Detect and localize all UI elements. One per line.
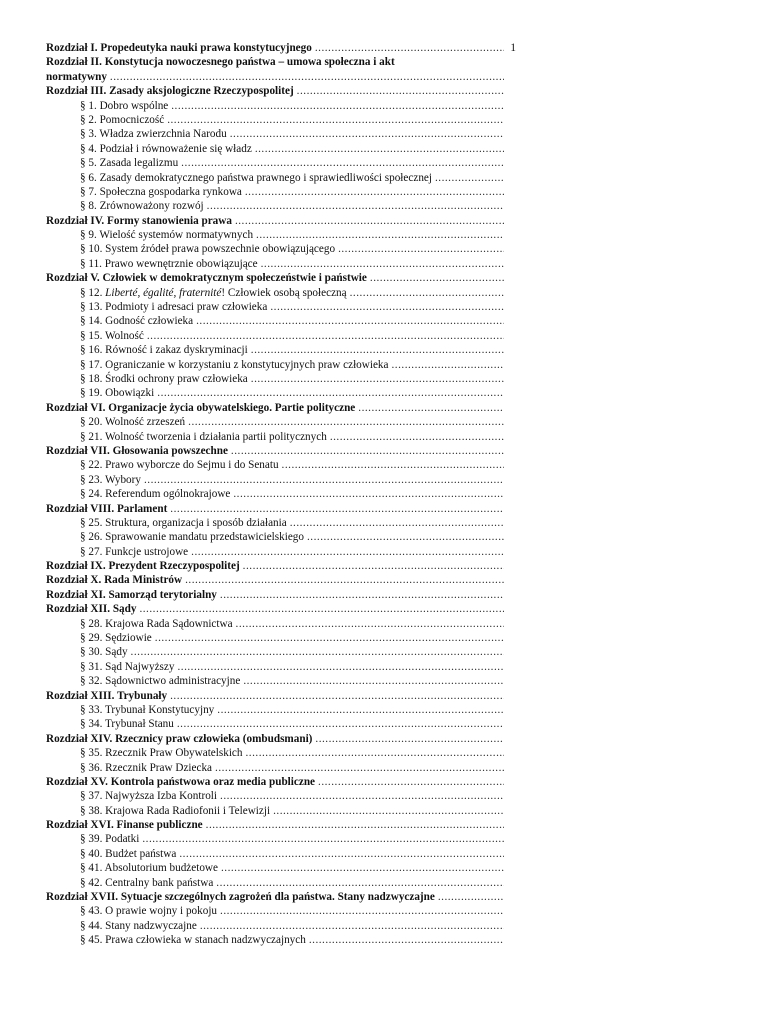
section-title — [80, 415, 185, 429]
dot-leader — [307, 530, 504, 544]
chapter-title — [46, 890, 435, 904]
section-title — [80, 228, 253, 242]
toc-section-entry — [46, 314, 516, 328]
toc-section-entry — [46, 415, 516, 429]
section-title — [80, 789, 217, 803]
entry-label-text: § 3. Władza zwierzchnia Narodu — [80, 128, 227, 141]
toc-section-entry — [46, 156, 516, 170]
toc-section-entry — [46, 228, 516, 242]
dot-leader — [256, 228, 504, 242]
toc-section-entry — [46, 919, 516, 933]
section-title — [80, 876, 213, 890]
toc-chapter-entry — [46, 502, 516, 516]
chapter-title — [46, 401, 355, 415]
entry-label-text: § 38. Krajowa Rada Radiofonii i Telewizji — [80, 804, 271, 817]
entry-label-text: § 24. Referendum ogólnokrajowe — [80, 488, 231, 501]
section-title — [80, 314, 193, 328]
entry-label-text: § 9. Wielość systemów normatywnych — [80, 229, 254, 242]
dot-leader — [220, 904, 504, 918]
toc-section-entry — [46, 861, 516, 875]
entry-label-text: § 30. Sądy — [80, 646, 128, 659]
toc-section-entry — [46, 804, 516, 818]
page-number: 1 — [510, 42, 516, 54]
entry-label-text: § 18. Środki ochrony praw człowieka — [80, 372, 248, 385]
entry-label-rest: ! Człowiek osobą społeczną — [221, 286, 347, 299]
section-title — [80, 933, 306, 947]
dot-leader — [273, 804, 504, 818]
entry-label-text: § 25. Struktura, organizacja i sposób działania — [80, 516, 287, 529]
dot-leader — [435, 171, 504, 185]
entry-label-text: § 34. Trybunał Stanu — [80, 718, 174, 731]
toc-chapter-entry — [46, 41, 516, 55]
entry-label-text: Rozdział V. Człowiek w demokratycznym społeczeństwie i państwie — [46, 272, 367, 285]
entry-label-text: § 39. Podatki — [80, 833, 140, 846]
toc-chapter-entry — [46, 689, 516, 703]
toc-section-entry — [46, 746, 516, 760]
section-title — [80, 142, 252, 156]
entry-label-text: Rozdział IV. Formy stanowienia prawa — [46, 214, 232, 227]
dot-leader — [179, 847, 504, 861]
entry-label-text: § 17. Ograniczanie w korzystaniu z konstytucyjnych praw człowieka — [80, 358, 389, 371]
entry-label-text: § 12. — [80, 286, 106, 299]
dot-leader — [350, 286, 504, 300]
toc-section-entry — [46, 142, 516, 156]
section-title — [80, 746, 243, 760]
toc-section-entry — [46, 631, 516, 645]
toc-chapter-entry — [46, 55, 516, 69]
toc-section-entry — [46, 473, 516, 487]
dot-leader — [235, 214, 504, 228]
dot-leader — [236, 617, 504, 631]
dot-leader — [147, 329, 504, 343]
dot-leader — [217, 703, 504, 717]
toc-section-entry — [46, 257, 516, 271]
toc-section-entry — [46, 761, 516, 775]
entry-label-text: § 20. Wolność zrzeszeń — [80, 416, 186, 429]
dot-leader — [330, 430, 504, 444]
toc-chapter-entry — [46, 401, 516, 415]
dot-leader — [282, 458, 504, 472]
dot-leader — [157, 386, 504, 400]
section-title — [80, 473, 141, 487]
entry-label-text: § 6. Zasady demokratycznego państwa prawnego i sprawiedliwości społecznej — [80, 171, 432, 184]
chapter-title — [46, 271, 367, 285]
entry-label-text: Rozdział XVII. Sytuacje szczególnych zagrożeń dla państwa. Stany nadzwyczajne — [46, 891, 435, 904]
section-title — [80, 113, 164, 127]
chapter-title — [46, 214, 232, 228]
dot-leader — [220, 789, 504, 803]
toc-section-entry — [46, 300, 516, 314]
entry-label-text: § 37. Najwyższa Izba Kontroli — [80, 790, 218, 803]
toc-section-entry — [46, 99, 516, 113]
toc-section-entry — [46, 876, 516, 890]
entry-label-text: § 35. Rzecznik Praw Obywatelskich — [80, 747, 243, 760]
entry-label-text: § 26. Sprawowanie mandatu przedstawicielskiego — [80, 531, 304, 544]
toc-section-entry — [46, 329, 516, 343]
toc-chapter-entry — [46, 271, 516, 285]
dot-leader — [338, 242, 504, 256]
entry-label-text: § 27. Funkcje ustrojowe — [80, 545, 189, 558]
dot-leader — [246, 746, 505, 760]
toc-section-entry — [46, 343, 516, 357]
dot-leader — [231, 444, 504, 458]
dot-leader — [230, 127, 504, 141]
section-title — [80, 617, 233, 631]
toc-chapter-entry — [46, 818, 516, 832]
section-title — [80, 358, 389, 372]
dot-leader — [170, 502, 504, 516]
entry-label-italic: Liberté, égalité, fraternité — [105, 286, 222, 299]
dot-leader — [181, 156, 504, 170]
entry-label-text: § 45. Prawa człowieka w stanach nadzwyczajnych — [80, 934, 306, 947]
toc-chapter-entry — [46, 444, 516, 458]
toc-section-entry — [46, 674, 516, 688]
section-title — [80, 761, 212, 775]
chapter-title — [46, 573, 182, 587]
entry-label-text: § 15. Wolność — [80, 329, 144, 342]
dot-leader — [191, 545, 504, 559]
dot-leader — [251, 372, 504, 386]
dot-leader — [170, 689, 504, 703]
chapter-title — [46, 559, 240, 573]
dot-leader — [270, 300, 504, 314]
toc-section-entry — [46, 717, 516, 731]
dot-leader — [206, 818, 504, 832]
dot-leader — [243, 559, 504, 573]
dot-leader — [233, 487, 504, 501]
entry-label-text: § 43. O prawie wojny i pokoju — [80, 905, 218, 918]
dot-leader — [438, 890, 504, 904]
section-title — [80, 904, 217, 918]
section-title — [80, 660, 174, 674]
dot-leader — [167, 113, 504, 127]
chapter-title — [46, 84, 294, 98]
dot-leader — [370, 271, 504, 285]
toc-section-entry — [46, 458, 516, 472]
table-of-contents — [46, 41, 516, 948]
dot-leader — [261, 257, 504, 271]
dot-leader — [131, 645, 504, 659]
dot-leader — [207, 199, 504, 213]
dot-leader — [243, 674, 504, 688]
dot-leader — [171, 99, 504, 113]
chapter-title — [46, 775, 315, 789]
chapter-title — [46, 732, 312, 746]
dot-leader — [216, 876, 504, 890]
toc-chapter-entry — [46, 214, 516, 228]
dot-leader — [142, 832, 504, 846]
entry-label-text: Rozdział XVI. Finanse publiczne — [46, 819, 203, 832]
entry-label-text: Rozdział VIII. Parlament — [46, 502, 168, 515]
toc-section-entry — [46, 904, 516, 918]
section-title — [80, 631, 152, 645]
entry-label-text: § 16. Równość i zakaz dyskryminacji — [80, 344, 248, 357]
section-title — [80, 458, 279, 472]
dot-leader — [255, 142, 504, 156]
entry-label-text: § 11. Prawo wewnętrznie obowiązujące — [80, 257, 258, 270]
chapter-title — [46, 818, 203, 832]
entry-label-text: Rozdział I. Propedeutyka nauki prawa konstytucyjnego — [46, 42, 312, 54]
toc-section-entry — [46, 199, 516, 213]
toc-section-entry — [46, 703, 516, 717]
toc-section-entry — [46, 617, 516, 631]
section-title — [80, 386, 154, 400]
section-title — [80, 329, 144, 343]
entry-label-text: § 32. Sądownictwo administracyjne — [80, 675, 241, 688]
section-title — [80, 257, 258, 271]
chapter-title — [46, 41, 312, 55]
chapter-title — [46, 602, 136, 616]
entry-label-text: § 22. Prawo wyborcze do Sejmu i do Senatu — [80, 459, 279, 472]
dot-leader — [144, 473, 504, 487]
toc-section-entry — [46, 545, 516, 559]
toc-chapter-entry — [46, 573, 516, 587]
toc-section-entry — [46, 789, 516, 803]
entry-label-text: § 28. Krajowa Rada Sądownictwa — [80, 617, 233, 630]
entry-label-text: Rozdział XIII. Trybunały — [46, 689, 168, 702]
toc-section-entry — [46, 516, 516, 530]
entry-label-text: § 13. Podmioty i adresaci praw człowieka — [80, 301, 268, 314]
toc-section-entry — [46, 660, 516, 674]
dot-leader — [245, 185, 504, 199]
toc-section-entry — [46, 530, 516, 544]
entry-label-text: Rozdział X. Rada Ministrów — [46, 574, 183, 587]
entry-label-text: Rozdział III. Zasady aksjologiczne Rzeczypospolitej — [46, 85, 294, 98]
toc-chapter-entry — [46, 732, 516, 746]
entry-label-text: Rozdział II. Konstytucja nowoczesnego państwa – umowa społeczna i akt — [46, 56, 395, 69]
toc-section-entry — [46, 113, 516, 127]
toc-section-entry — [46, 242, 516, 256]
toc-chapter-entry-continuation — [46, 70, 516, 84]
entry-label-text: § 14. Godność człowieka — [80, 315, 194, 328]
section-title — [80, 645, 128, 659]
dot-leader — [358, 401, 504, 415]
chapter-title-continuation: normatywny — [46, 70, 107, 83]
toc-section-entry — [46, 832, 516, 846]
section-title — [80, 156, 178, 170]
toc-section-entry — [46, 430, 516, 444]
dot-leader — [196, 314, 504, 328]
entry-label-text: Rozdział IX. Prezydent Rzeczypospolitej — [46, 560, 240, 573]
section-title — [80, 516, 287, 530]
toc-section-entry — [46, 645, 516, 659]
chapter-title — [46, 588, 217, 602]
entry-label-text: § 23. Wybory — [80, 473, 141, 486]
section-title — [80, 703, 214, 717]
entry-label-text: Rozdział XI. Samorząd terytorialny — [46, 588, 217, 601]
entry-label-text: § 10. System źródeł prawa powszechnie obowiązującego — [80, 243, 336, 256]
section-title — [80, 171, 432, 185]
toc-section-entry — [46, 372, 516, 386]
entry-label-text: § 8. Zrównoważony rozwój — [80, 200, 204, 213]
entry-label-text: § 4. Podział i równoważenie się władz — [80, 142, 252, 155]
entry-label-text: Rozdział XV. Kontrola państwowa oraz media publiczne — [46, 775, 316, 788]
toc-chapter-entry — [46, 775, 516, 789]
entry-label-text: § 33. Trybunał Konstytucyjny — [80, 703, 215, 716]
dot-leader — [290, 516, 504, 530]
dot-leader — [392, 358, 505, 372]
toc-section-entry — [46, 185, 516, 199]
entry-label-text: § 29. Sędziowie — [80, 632, 152, 645]
dot-leader — [220, 588, 504, 602]
section-title — [80, 185, 242, 199]
chapter-title — [46, 689, 167, 703]
dot-leader — [139, 602, 504, 616]
dot-leader — [177, 717, 504, 731]
chapter-title — [46, 55, 395, 69]
section-title — [80, 242, 335, 256]
section-title — [80, 286, 347, 300]
dot-leader — [309, 933, 504, 947]
section-title — [80, 430, 327, 444]
toc-chapter-entry — [46, 602, 516, 616]
section-title — [80, 717, 174, 731]
toc-section-entry — [46, 286, 516, 300]
section-title — [80, 530, 304, 544]
chapter-title — [46, 444, 228, 458]
entry-label-text: Rozdział XII. Sądy — [46, 603, 137, 616]
section-title — [80, 99, 168, 113]
section-title — [80, 919, 197, 933]
section-title — [80, 674, 240, 688]
section-title — [80, 804, 270, 818]
section-title — [80, 343, 248, 357]
dot-leader — [177, 660, 504, 674]
dot-leader — [188, 415, 504, 429]
dot-leader — [185, 573, 504, 587]
toc-section-entry — [46, 171, 516, 185]
toc-section-entry — [46, 933, 516, 947]
entry-label-text: § 1. Dobro wspólne — [80, 99, 169, 112]
entry-label-text: § 42. Centralny bank państwa — [80, 876, 214, 889]
toc-chapter-entry — [46, 890, 516, 904]
toc-chapter-entry — [46, 84, 516, 98]
entry-label-text: § 21. Wolność tworzenia i działania partii politycznych — [80, 430, 327, 443]
entry-label-text: § 40. Budżet państwa — [80, 847, 177, 860]
dot-leader — [315, 732, 504, 746]
section-title — [80, 372, 248, 386]
section-title — [80, 487, 230, 501]
dot-leader — [251, 343, 504, 357]
section-title — [80, 545, 188, 559]
entry-label-text: § 2. Pomocniczość — [80, 113, 165, 126]
chapter-title — [46, 502, 167, 516]
dot-leader — [297, 84, 504, 98]
entry-label-text: § 5. Zasada legalizmu — [80, 157, 179, 170]
dot-leader — [318, 775, 504, 789]
entry-label-text: § 19. Obowiązki — [80, 387, 155, 400]
entry-label-text: Rozdział VII. Głosowania powszechne — [46, 444, 228, 457]
toc-chapter-entry — [46, 559, 516, 573]
toc-section-entry — [46, 386, 516, 400]
entry-label-text: § 44. Stany nadzwyczajne — [80, 919, 197, 932]
dot-leader — [315, 41, 504, 55]
entry-label-text: § 36. Rzecznik Praw Dziecka — [80, 761, 213, 774]
toc-section-entry — [46, 358, 516, 372]
entry-label-text: § 7. Społeczna gospodarka rynkowa — [80, 185, 242, 198]
dot-leader — [221, 861, 504, 875]
entry-label-text: § 31. Sąd Najwyższy — [80, 660, 175, 673]
section-title — [80, 832, 139, 846]
toc-section-entry — [46, 847, 516, 861]
toc-section-entry — [46, 127, 516, 141]
dot-leader — [155, 631, 504, 645]
entry-label-text: § 41. Absolutorium budżetowe — [80, 862, 218, 875]
toc-chapter-entry — [46, 588, 516, 602]
section-title — [80, 199, 204, 213]
section-title — [80, 861, 218, 875]
entry-label-text: Rozdział XIV. Rzecznicy praw człowieka (ombudsmani) — [46, 732, 313, 745]
dot-leader — [110, 70, 504, 84]
section-title — [80, 127, 227, 141]
entry-label-text: Rozdział VI. Organizacje życia obywatelskiego. Partie polityczne — [46, 401, 356, 414]
dot-leader — [200, 919, 504, 933]
section-title — [80, 847, 176, 861]
section-title — [80, 300, 267, 314]
dot-leader — [215, 761, 504, 775]
toc-section-entry — [46, 487, 516, 501]
